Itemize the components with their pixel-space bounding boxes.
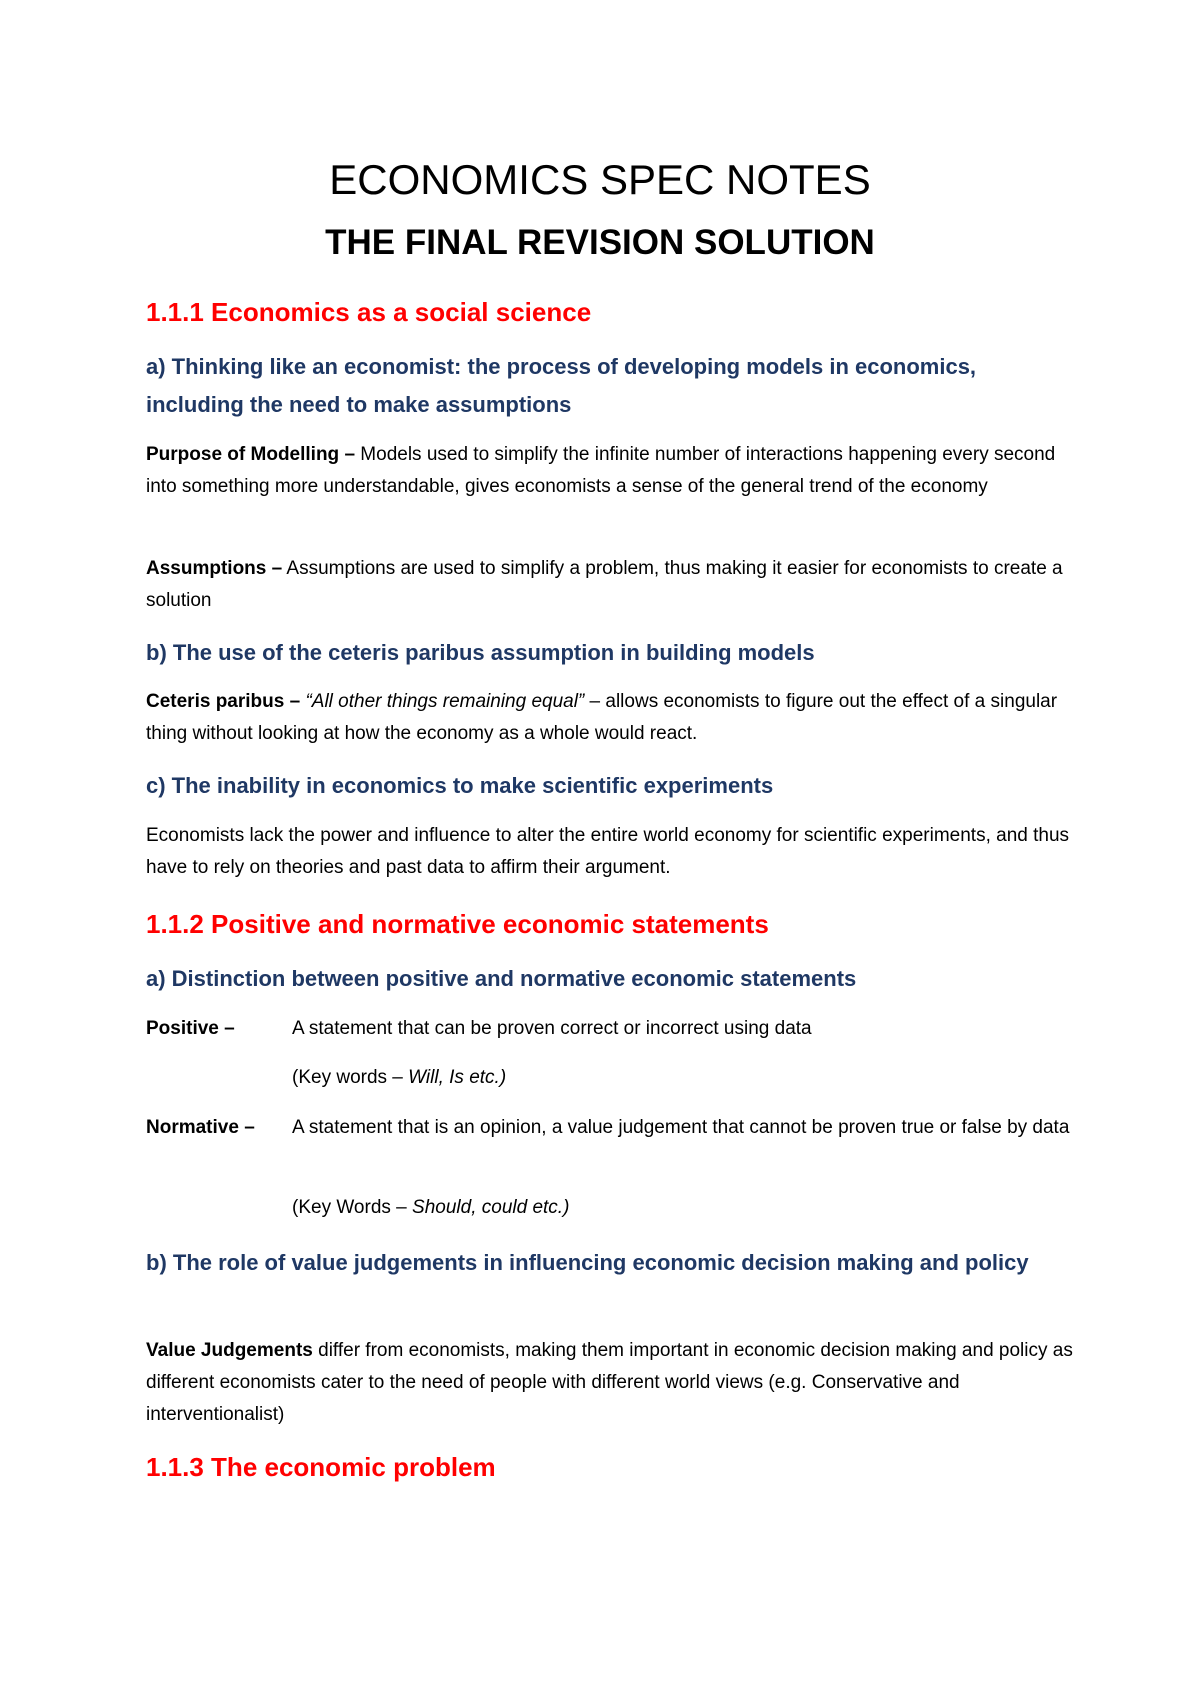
text-ceteris-paribus: – allows economists to figure out the effect of a singular thing without looking at how the economy as a whole would react.: [146, 691, 1058, 744]
term-value-judgements: Value Judgements: [146, 1340, 313, 1361]
term-ceteris-paribus: Ceteris paribus –: [146, 691, 301, 712]
text-purpose-of-modelling: Models used to simplify the infinite number of interactions happening every second into something more understandable, gives economists a sense of the general trend of the economy: [146, 444, 1056, 497]
subheading-1-1-2-b: b) The role of value judgements in influencing economic decision making and policy: [146, 1250, 1029, 1275]
label-normative: Normative –: [146, 1117, 255, 1138]
term-purpose-of-modelling: Purpose of Modelling –: [146, 444, 356, 465]
paragraph-assumptions: [146, 553, 1076, 617]
subheading-1-1-1-b: b) The use of the ceteris paribus assumption in building models: [146, 640, 815, 665]
paragraph-ceteris-paribus: [146, 686, 1076, 750]
term-assumptions: Assumptions –: [146, 558, 283, 579]
keywords-normative-words: Should, could etc.): [412, 1197, 570, 1218]
keywords-positive-prefix: (Key words –: [292, 1067, 409, 1088]
section-heading-1-1-3: 1.1.3 The economic problem: [146, 1452, 496, 1482]
keywords-positive-words: Will, Is etc.): [408, 1067, 507, 1088]
section-heading-1-1-2: 1.1.2 Positive and normative economic statements: [146, 909, 769, 939]
subheading-1-1-1-c: c) The inability in economics to make scientific experiments: [146, 773, 774, 798]
quote-ceteris-paribus: “All other things remaining equal”: [300, 691, 585, 712]
document-subtitle: THE FINAL REVISION SOLUTION: [325, 223, 875, 262]
subheading-1-1-1-a: a) Thinking like an economist: the process of developing models in economics, including the need to make assumptions: [146, 354, 977, 417]
section-heading-1-1-1: 1.1.1 Economics as a social science: [146, 297, 592, 327]
text-normative: A statement that is an opinion, a value judgement that cannot be proven true or false by data: [292, 1117, 1070, 1138]
text-value-judgements: differ from economists, making them important in economic decision making and policy as different economists cater to the need of people with different world views (e.g. Conservative and interventionalist): [146, 1340, 1073, 1425]
document-title: ECONOMICS SPEC NOTES: [329, 156, 871, 203]
text-positive: A statement that can be proven correct or incorrect using data: [292, 1018, 812, 1039]
text-assumptions: Assumptions are used to simplify a problem, thus making it easier for economists to create a solution: [146, 558, 1063, 611]
paragraph-purpose-of-modelling: [146, 439, 1076, 503]
paragraph-scientific-experiments: Economists lack the power and influence to alter the entire world economy for scientific experiments, and thus have to rely on theories and past data to affirm their argument.: [146, 825, 1070, 878]
subheading-1-1-2-a: a) Distinction between positive and normative economic statements: [146, 966, 857, 991]
paragraph-value-judgements: [146, 1335, 1076, 1431]
label-positive: Positive –: [146, 1018, 235, 1039]
keywords-normative-prefix: (Key Words –: [292, 1197, 413, 1218]
